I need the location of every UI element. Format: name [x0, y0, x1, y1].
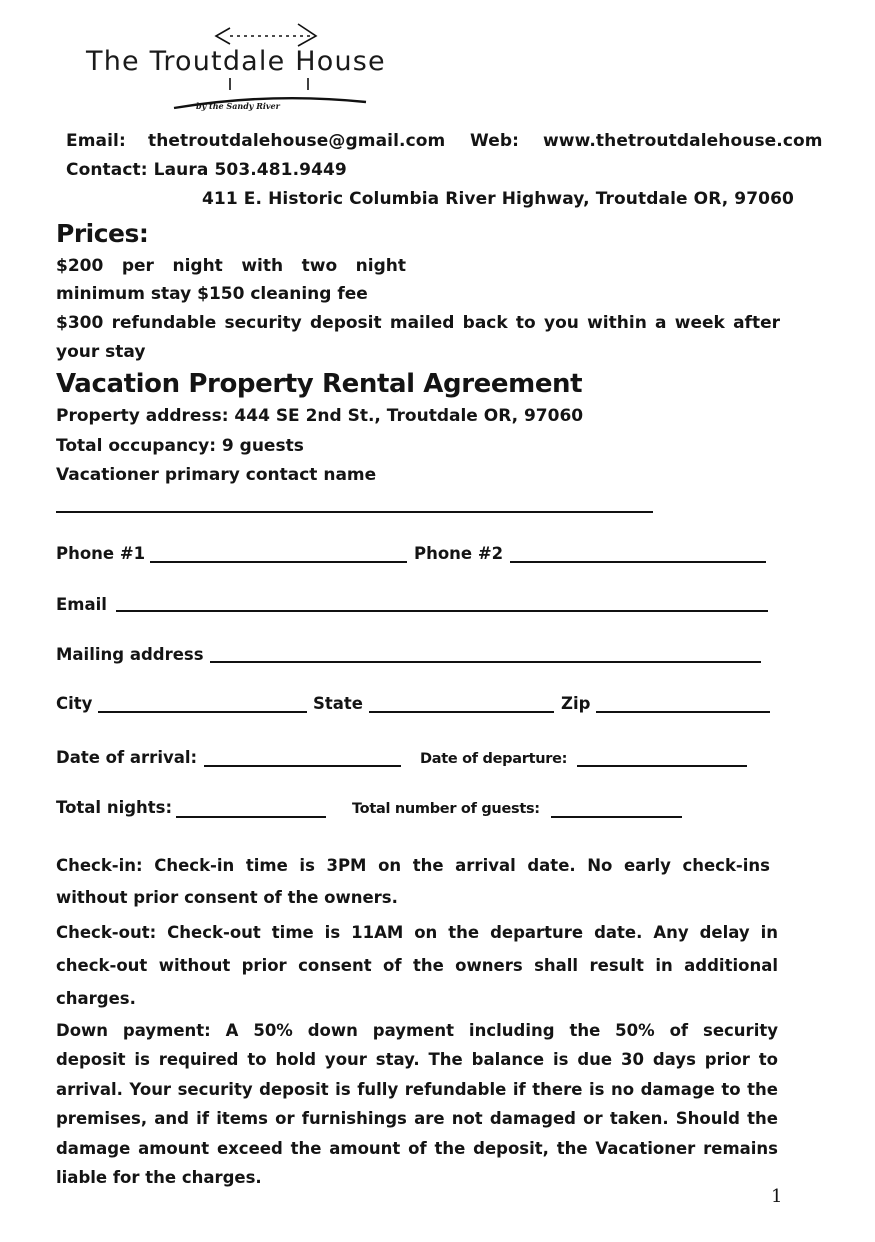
state-field[interactable] [369, 711, 554, 713]
form-email-field[interactable] [116, 610, 768, 612]
total-nights-field[interactable] [176, 816, 326, 818]
down-payment-line-3: arrival. Your security deposit is fully refundable if there is no damage to the [56, 1079, 778, 1099]
phone1-field[interactable] [150, 561, 407, 563]
logo-tagline: by the Sandy River [196, 101, 280, 111]
form-email-label: Email [56, 595, 107, 614]
agreement-title: Vacation Property Rental Agreement [56, 369, 583, 399]
zip-field[interactable] [596, 711, 770, 713]
total-guests-label: Total number of guests: [352, 801, 540, 817]
price-line-4: your stay [56, 342, 146, 362]
total-occupancy: Total occupancy: 9 guests [56, 436, 304, 456]
email-label: Email: [66, 131, 126, 151]
departure-field[interactable] [577, 765, 747, 767]
contact-line: Contact: Laura 503.481.9449 [66, 160, 347, 180]
state-label: State [313, 694, 363, 713]
phone1-label: Phone #1 [56, 544, 146, 563]
arrival-field[interactable] [204, 765, 401, 767]
checkin-terms [56, 850, 778, 914]
down-payment-line-6: liable for the charges. [56, 1168, 262, 1188]
city-label: City [56, 694, 93, 713]
mailing-address-field[interactable] [210, 661, 761, 663]
down-payment-line-1: Down payment: A 50% down payment including the 50% of security [56, 1021, 778, 1040]
primary-contact-label: Vacationer primary contact name [56, 465, 377, 485]
phone2-field[interactable] [510, 561, 766, 563]
city-field[interactable] [98, 711, 307, 713]
zip-label: Zip [561, 694, 591, 713]
arrival-label: Date of arrival: [56, 748, 198, 767]
down-payment-line-2: deposit is required to hold your stay. The balance is due 30 days prior to [56, 1050, 778, 1070]
web-value[interactable]: www.thetroutdalehouse.com [543, 131, 823, 151]
logo-name: The Troutdale House [86, 46, 386, 77]
primary-contact-field[interactable] [56, 511, 653, 513]
prices-heading: Prices: [56, 219, 149, 248]
checkout-terms [56, 916, 778, 1015]
phone2-label: Phone #2 [414, 544, 504, 563]
mailing-address-label: Mailing address [56, 645, 204, 664]
checkin-line-2: without prior consent of the owners. [56, 888, 398, 907]
page-number: 1 [771, 1186, 783, 1207]
property-address: Property address: 444 SE 2nd St., Troutdale OR, 97060 [56, 406, 584, 426]
total-nights-label: Total nights: [56, 798, 173, 817]
down-payment-terms [56, 1016, 778, 1192]
down-payment-line-5: damage amount exceed the amount of the deposit, the Vacationer remains [56, 1138, 778, 1158]
checkout-line-3: charges. [56, 989, 136, 1008]
departure-label: Date of departure: [420, 751, 568, 767]
total-guests-field[interactable] [551, 816, 682, 818]
troutdale-house-logo [80, 18, 480, 123]
business-address: 411 E. Historic Columbia River Highway, Troutdale OR, 97060 [202, 189, 794, 209]
price-line-3: $300 refundable security deposit mailed back to you within a week after [56, 313, 780, 333]
price-line-2: minimum stay $150 cleaning fee [56, 284, 368, 304]
checkout-line-2: check-out without prior consent of the owners shall result in additional [56, 956, 778, 975]
price-line-1: $200 per night with two night [56, 256, 406, 276]
email-value[interactable]: thetroutdalehouse@gmail.com [148, 131, 446, 151]
checkin-line-1: Check-in: Check-in time is 3PM on the arrival date. No early check-ins [56, 856, 770, 875]
checkout-line-1: Check-out: Check-out time is 11AM on the departure date. Any delay in [56, 923, 778, 942]
web-label: Web: [470, 131, 520, 151]
down-payment-line-4: premises, and if items or furnishings are not damaged or taken. Should the [56, 1109, 778, 1129]
